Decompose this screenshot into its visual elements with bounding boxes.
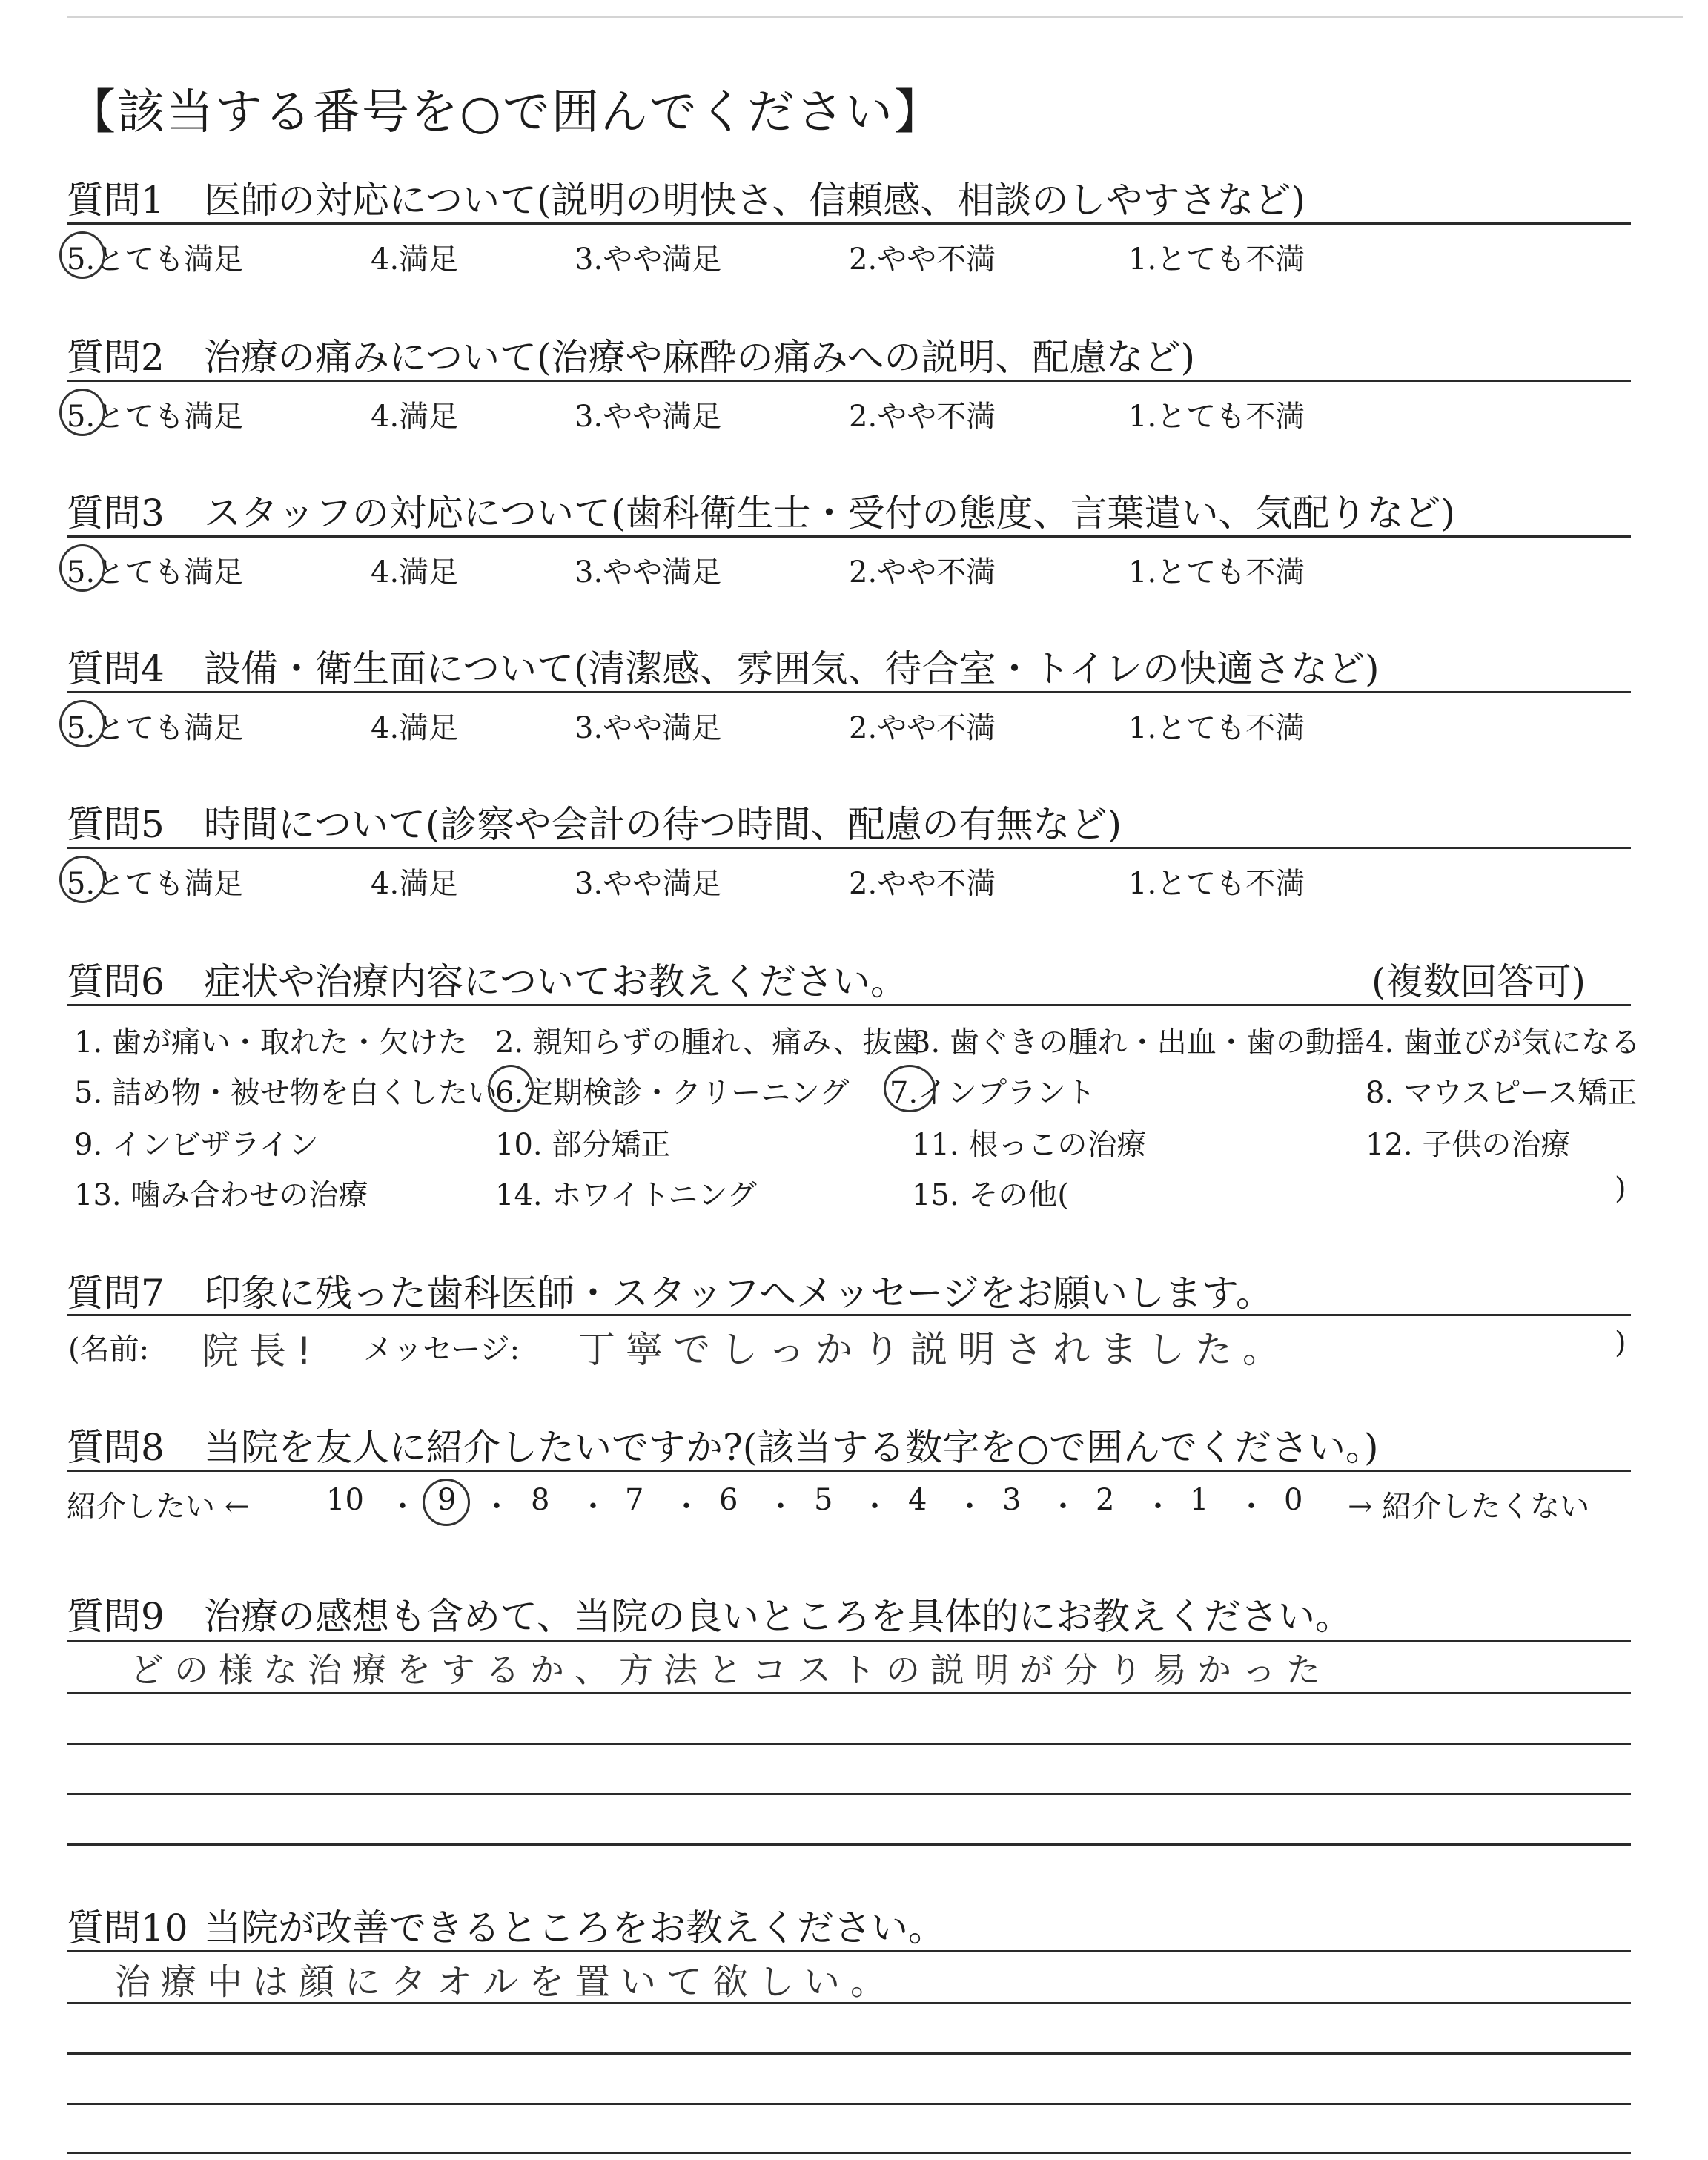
question-2 bbox=[67, 328, 1631, 380]
question-4 bbox=[67, 639, 1631, 691]
q10-line-5 bbox=[67, 2152, 1631, 2154]
question-number: 質問5 bbox=[67, 803, 165, 846]
question-6-title bbox=[67, 952, 907, 1005]
q5-option-2[interactable]: 2.やや不満 bbox=[849, 867, 996, 901]
question-text: 治療の感想も含めて、当院の良いところを具体的にお教えください。 bbox=[204, 1595, 1352, 1638]
question-5-rule bbox=[67, 847, 1631, 849]
q6-option-14[interactable]: 14. ホワイトニング bbox=[495, 1178, 757, 1212]
q2-option-4[interactable]: 4.満足 bbox=[371, 400, 459, 434]
q10-line-3 bbox=[67, 2052, 1631, 2055]
q4-option-5[interactable]: 5.とても満足 bbox=[67, 704, 243, 747]
question-8-title bbox=[67, 1418, 1378, 1471]
q3-option-5[interactable]: 5.とても満足 bbox=[67, 549, 243, 591]
q1-option-4[interactable]: 4.満足 bbox=[371, 242, 459, 277]
question-number: 質問7 bbox=[67, 1272, 165, 1315]
scale-separator: ・ bbox=[955, 1490, 984, 1524]
question-1-rule bbox=[67, 222, 1631, 225]
q4-option-4[interactable]: 4.満足 bbox=[371, 711, 459, 745]
q1-option-1[interactable]: 1.とても不満 bbox=[1128, 242, 1305, 277]
q4-option-2[interactable]: 2.やや不満 bbox=[849, 711, 996, 745]
selected-circle bbox=[488, 1065, 534, 1112]
q9-line-3 bbox=[67, 1743, 1631, 1745]
question-8 bbox=[67, 1418, 1631, 1470]
message-label: メッセージ: bbox=[363, 1332, 520, 1367]
question-1 bbox=[67, 171, 1631, 222]
q10-line-4 bbox=[67, 2103, 1631, 2105]
other-close-paren: ) bbox=[1615, 1172, 1626, 1206]
question-2-title bbox=[67, 328, 1195, 381]
selected-circle bbox=[884, 1065, 936, 1112]
question-5 bbox=[67, 795, 1631, 847]
question-9 bbox=[67, 1587, 1631, 1639]
question-text: 症状や治療内容についてお教えください。 bbox=[204, 960, 907, 1003]
q6-option-1[interactable]: 1. 歯が痛い・取れた・欠けた bbox=[74, 1025, 468, 1060]
question-text: 当院を友人に紹介したいですか?(該当する数字を○で囲んでください。) bbox=[204, 1426, 1379, 1469]
q2-option-2[interactable]: 2.やや不満 bbox=[849, 400, 996, 434]
scale-1[interactable]: 1 bbox=[1190, 1483, 1209, 1517]
message-close-paren: ) bbox=[1615, 1326, 1626, 1360]
question-number: 質問9 bbox=[67, 1595, 165, 1638]
question-3-rule bbox=[67, 535, 1631, 538]
scale-separator: ・ bbox=[860, 1490, 890, 1524]
q9-line-2 bbox=[67, 1692, 1631, 1694]
scale-separator: ・ bbox=[1237, 1490, 1266, 1524]
q6-option-6[interactable]: 6.定期検診・クリーニング bbox=[495, 1069, 849, 1112]
q1-option-2[interactable]: 2.やや不満 bbox=[849, 242, 996, 277]
question-2-rule bbox=[67, 380, 1631, 382]
question-number: 質問4 bbox=[67, 647, 165, 690]
scale-separator: ・ bbox=[388, 1490, 417, 1524]
question-text: 印象に残った歯科医師・スタッフへメッセージをお願いします。 bbox=[204, 1272, 1273, 1315]
q1-option-3[interactable]: 3.やや満足 bbox=[575, 242, 722, 277]
q5-option-3[interactable]: 3.やや満足 bbox=[575, 867, 722, 901]
q6-option-4[interactable]: 4. 歯並びが気になる bbox=[1366, 1025, 1641, 1060]
recommend-right-label: → 紹介したくない bbox=[1348, 1490, 1590, 1524]
q6-option-15[interactable]: 15. その他( bbox=[912, 1178, 1069, 1212]
q6-option-7[interactable]: 7.インプラント bbox=[890, 1069, 1096, 1112]
q5-option-1[interactable]: 1.とても不満 bbox=[1128, 867, 1305, 901]
scale-separator: ・ bbox=[672, 1490, 701, 1524]
selected-circle bbox=[59, 544, 105, 592]
scale-0[interactable]: 0 bbox=[1284, 1483, 1303, 1517]
selected-circle bbox=[59, 389, 105, 436]
q9-line-5 bbox=[67, 1843, 1631, 1846]
question-number: 質問6 bbox=[67, 960, 165, 1003]
selected-circle bbox=[59, 700, 105, 747]
selected-circle bbox=[423, 1479, 470, 1526]
scale-10[interactable]: 10 bbox=[326, 1483, 364, 1517]
q10-handwritten-answer[interactable]: 治療中は顔にタオルを置いて欲しい。 bbox=[115, 1961, 897, 2003]
q6-option-2[interactable]: 2. 親知らずの腫れ、痛み、抜歯 bbox=[495, 1025, 922, 1060]
q3-option-1[interactable]: 1.とても不満 bbox=[1128, 555, 1305, 589]
question-text: 治療の痛みについて(治療や麻酔の痛みへの説明、配慮など) bbox=[204, 336, 1196, 379]
q9-line-4 bbox=[67, 1793, 1631, 1795]
q2-option-5[interactable]: 5.とても満足 bbox=[67, 393, 243, 435]
question-4-title bbox=[67, 639, 1380, 693]
q2-option-3[interactable]: 3.やや満足 bbox=[575, 400, 722, 434]
question-text: スタッフの対応について(歯科衛生士・受付の態度、言葉遣い、気配りなど) bbox=[204, 492, 1456, 535]
question-3 bbox=[67, 483, 1631, 535]
recommend-left-label: 紹介したい ← bbox=[67, 1490, 250, 1524]
question-3-title bbox=[67, 483, 1455, 537]
question-number: 質問3 bbox=[67, 492, 165, 535]
question-8-rule bbox=[67, 1470, 1631, 1472]
scale-9[interactable]: 9 bbox=[437, 1483, 456, 1517]
question-number: 質問10 bbox=[67, 1906, 188, 1949]
scale-separator: ・ bbox=[766, 1490, 795, 1524]
scale-3[interactable]: 3 bbox=[1002, 1483, 1022, 1517]
scale-8[interactable]: 8 bbox=[531, 1483, 550, 1517]
q9-line-1 bbox=[67, 1640, 1631, 1642]
question-text: 時間について(診察や会計の待つ時間、配慮の有無など) bbox=[204, 803, 1122, 846]
q3-option-2[interactable]: 2.やや不満 bbox=[849, 555, 996, 589]
scale-6[interactable]: 6 bbox=[719, 1483, 738, 1517]
form-header: 【該当する番号を○で囲んでください】 bbox=[68, 85, 943, 140]
q6-option-10[interactable]: 10. 部分矯正 bbox=[495, 1128, 671, 1162]
q6-option-8[interactable]: 8. マウスピース矯正 bbox=[1366, 1076, 1638, 1110]
q1-option-5[interactable]: 5.とても満足 bbox=[67, 236, 243, 278]
selected-circle bbox=[59, 856, 105, 903]
question-1-title bbox=[67, 171, 1305, 224]
question-10 bbox=[67, 1898, 1631, 1950]
message-handwritten[interactable]: 丁寧でしっかり説明されました。 bbox=[578, 1328, 1290, 1371]
question-text: 医師の対応について(説明の明快さ、信頼感、相談のしやすさなど) bbox=[204, 179, 1306, 222]
q2-option-1[interactable]: 1.とても不満 bbox=[1128, 400, 1305, 434]
q3-option-4[interactable]: 4.満足 bbox=[371, 555, 459, 589]
q6-option-11[interactable]: 11. 根っこの治療 bbox=[912, 1128, 1147, 1162]
name-label: (名前: bbox=[68, 1332, 150, 1367]
q6-option-9[interactable]: 9. インビザライン bbox=[74, 1128, 319, 1162]
scale-separator: ・ bbox=[578, 1490, 608, 1524]
scale-4[interactable]: 4 bbox=[908, 1483, 927, 1517]
q6-option-3[interactable]: 3. 歯ぐきの腫れ・出血・歯の動揺 bbox=[912, 1025, 1365, 1060]
q6-option-5[interactable]: 5. 詰め物・被せ物を白くしたい bbox=[74, 1076, 497, 1110]
scale-7[interactable]: 7 bbox=[625, 1483, 644, 1517]
q5-option-4[interactable]: 4.満足 bbox=[371, 867, 459, 901]
question-text: 設備・衛生面について(清潔感、雰囲気、待合室・トイレの快適さなど) bbox=[204, 647, 1380, 690]
scale-separator: ・ bbox=[1143, 1490, 1173, 1524]
top-border bbox=[67, 16, 1683, 18]
question-4-rule bbox=[67, 691, 1631, 693]
question-10-title bbox=[67, 1898, 945, 1952]
question-7-title bbox=[67, 1264, 1273, 1317]
question-number: 質問1 bbox=[67, 179, 165, 222]
scale-separator: ・ bbox=[1048, 1490, 1078, 1524]
question-7 bbox=[67, 1264, 1631, 1315]
name-handwritten[interactable]: 院長! bbox=[202, 1330, 322, 1373]
question-7-rule bbox=[67, 1314, 1631, 1316]
q6-option-12[interactable]: 12. 子供の治療 bbox=[1366, 1128, 1571, 1162]
q10-line-1 bbox=[67, 1950, 1631, 1952]
scale-separator: ・ bbox=[482, 1490, 512, 1524]
q9-handwritten-answer[interactable]: どの様な治療をするか、方法とコストの説明が分り易かった bbox=[130, 1650, 1331, 1690]
q4-option-1[interactable]: 1.とても不満 bbox=[1128, 711, 1305, 745]
question-number: 質問2 bbox=[67, 336, 165, 379]
scale-5[interactable]: 5 bbox=[814, 1483, 833, 1517]
q6-option-13[interactable]: 13. 噛み合わせの治療 bbox=[74, 1178, 368, 1212]
q10-line-2 bbox=[67, 2002, 1631, 2004]
question-9-title bbox=[67, 1587, 1352, 1640]
scale-2[interactable]: 2 bbox=[1096, 1483, 1115, 1517]
multiple-answers-note: (複数回答可) bbox=[1371, 960, 1586, 1003]
question-text: 当院が改善できるところをお教えください。 bbox=[204, 1906, 945, 1949]
question-5-title bbox=[67, 795, 1122, 848]
selected-circle bbox=[59, 231, 105, 279]
question-number: 質問8 bbox=[67, 1426, 165, 1469]
q5-option-5[interactable]: 5.とても満足 bbox=[67, 860, 243, 902]
q4-option-3[interactable]: 3.やや満足 bbox=[575, 711, 722, 745]
question-6-rule bbox=[67, 1004, 1631, 1006]
q3-option-3[interactable]: 3.やや満足 bbox=[575, 555, 722, 589]
